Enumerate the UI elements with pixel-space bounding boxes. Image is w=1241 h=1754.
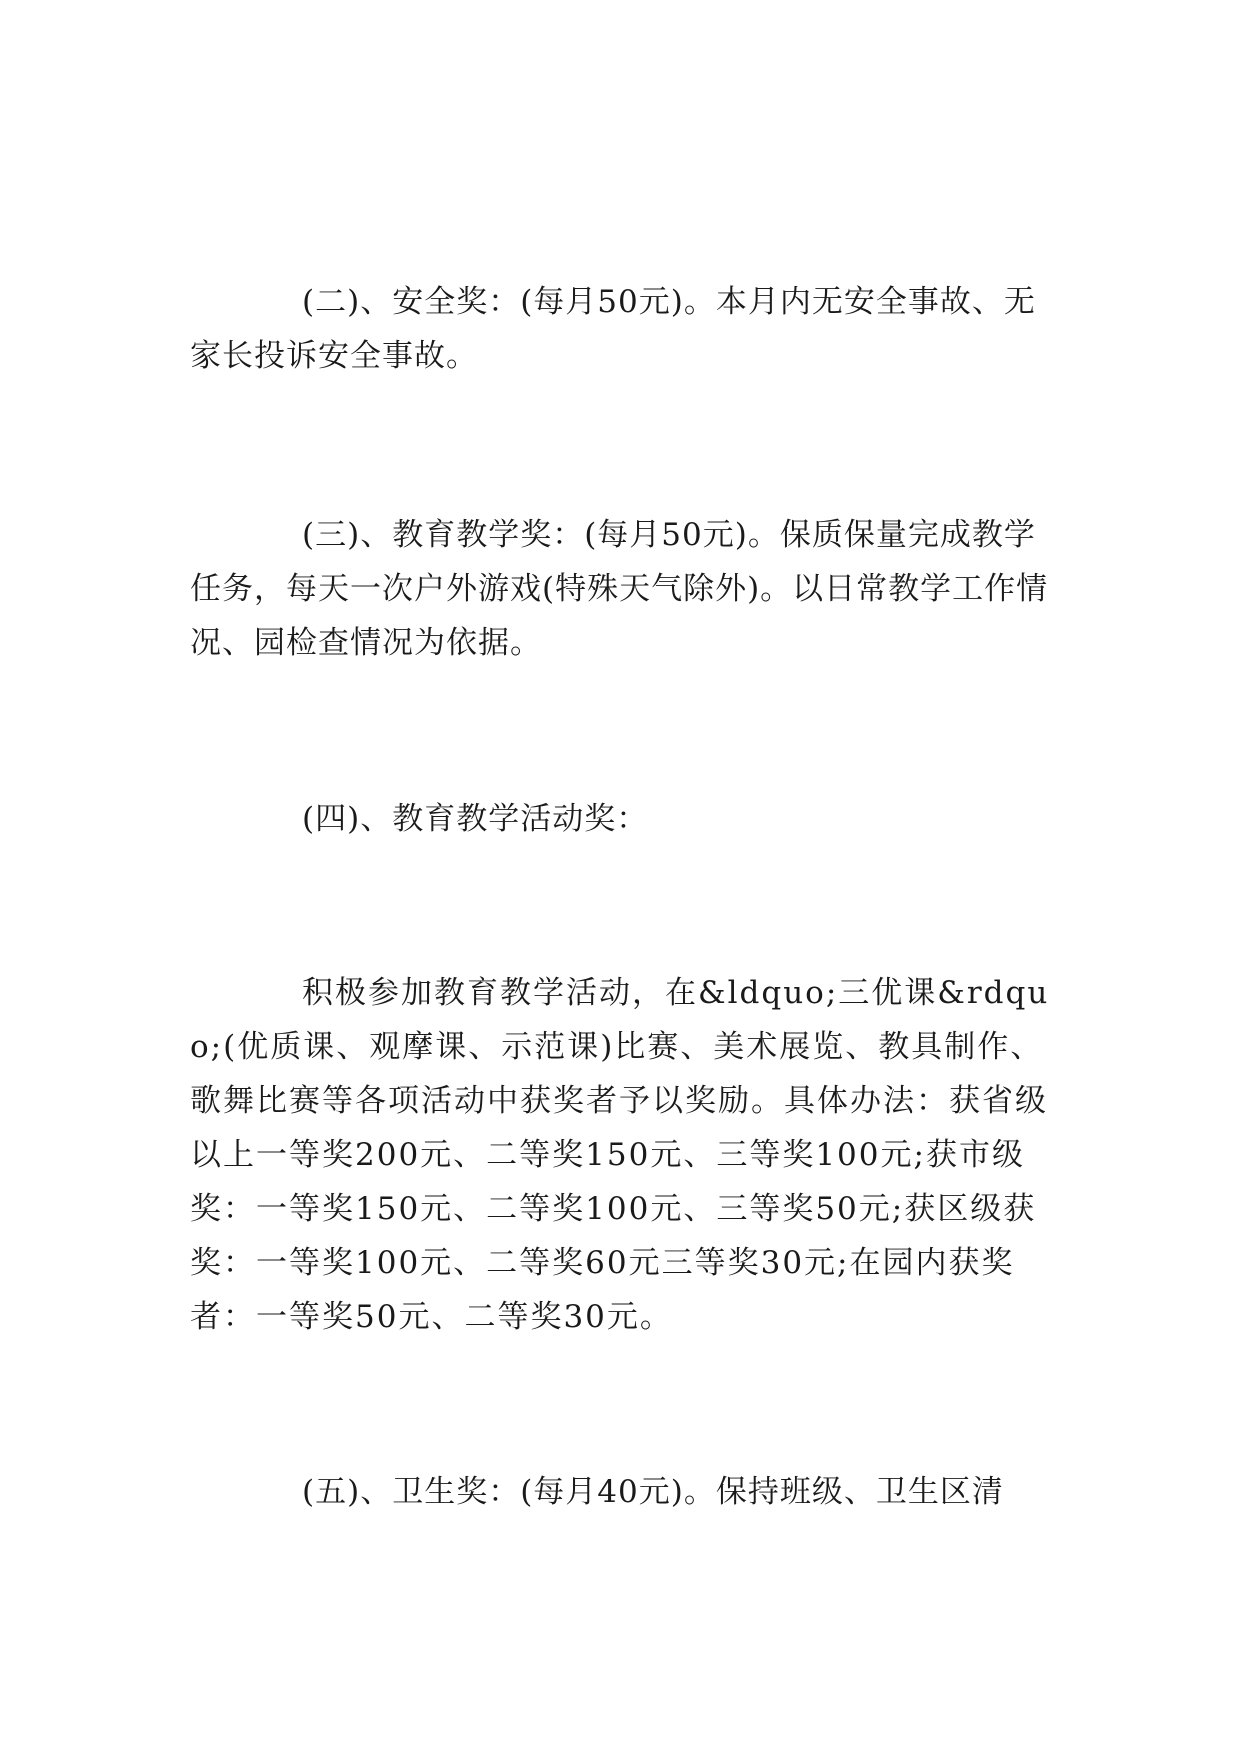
- paragraph-hygiene-award: (五)、卫生奖：(每月40元)。保持班级、卫生区清: [302, 1474, 1004, 1510]
- paragraph-activity-award-body: 积极参加教育教学活动，在&ldquo;三优课&rdquo;(优质课、观摩课、示范课)比赛、美术展览、教具制作、歌舞比赛等各项活动中获奖者予以奖励。具体办法：获省级以上一等奖200元、二等奖150元、三等奖100元;获市级奖：一等奖150元、二等奖100元、三等奖50元;获区级获奖：一等奖100元、二等奖60元三等奖30元;在园内获奖者：一等奖50元、二等奖30元。: [190, 975, 1050, 1335]
- paragraph-safety-award: (二)、安全奖：(每月50元)。本月内无安全事故、无家长投诉安全事故。: [190, 284, 1036, 374]
- paragraph-teaching-award: (三)、教育教学奖：(每月50元)。保质保量完成教学任务，每天一次户外游戏(特殊天气除外)。以日常教学工作情况、园检查情况为依据。: [190, 517, 1049, 661]
- paragraph-activity-award-heading: (四)、教育教学活动奖：: [302, 801, 649, 837]
